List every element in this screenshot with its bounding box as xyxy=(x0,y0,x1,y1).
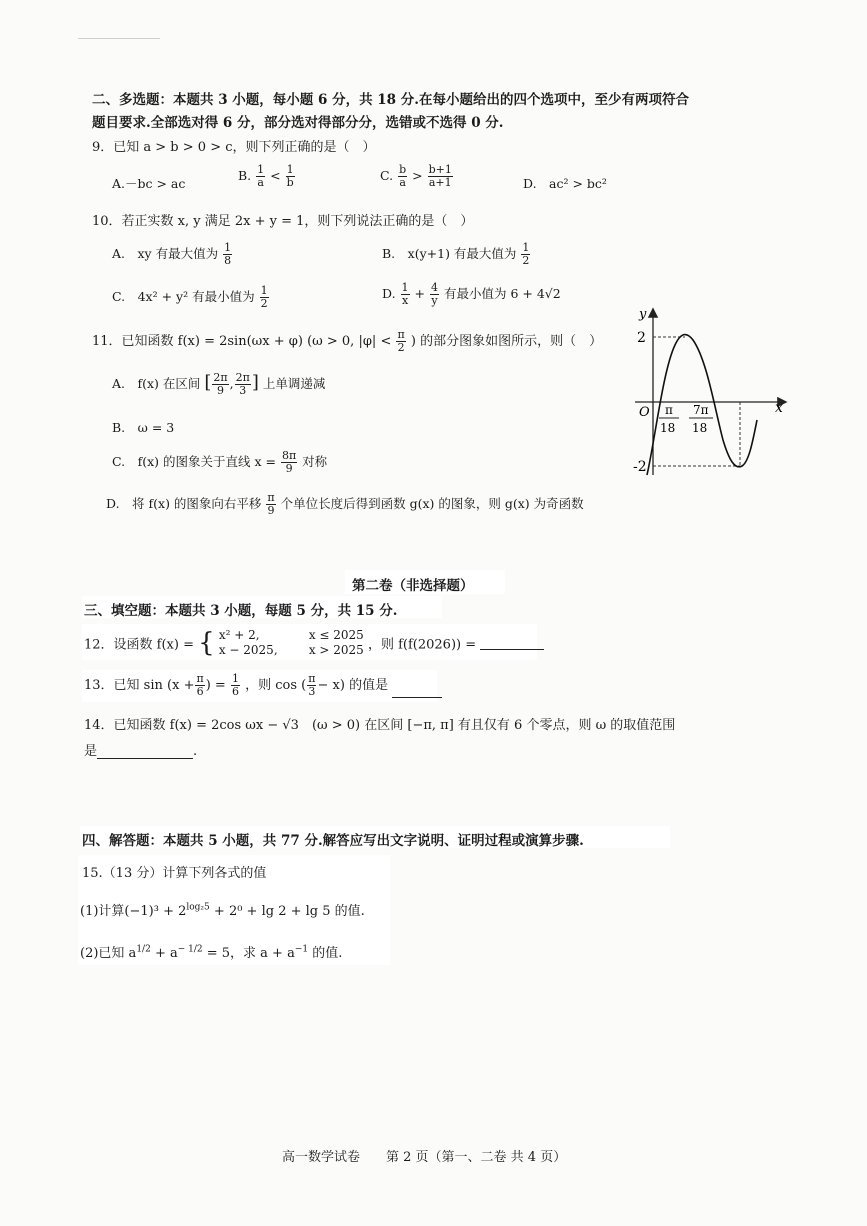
tick1-denominator: 18 xyxy=(660,421,676,435)
q9-stem: 9．已知 a > b > 0 > c，则下列正确的是（ ） xyxy=(92,140,376,155)
q9-option-d: D. ac² > bc² xyxy=(523,176,607,191)
y-min-label: -2 xyxy=(633,459,647,475)
q11-option-c: C. f(x) 的图象关于直线 x = $\frac{8\pi}{9}$ 对称 xyxy=(112,449,328,475)
top-rule xyxy=(78,38,160,39)
q15-part1: (1)计算$(-1)^3 + 2^{log_25} + 2^0 + \lg 2 + \lg 5$ 的值. xyxy=(80,902,365,919)
q13-answer-blank xyxy=(392,685,442,698)
q12-stem: 12．设函数 f(x) = { x² + 2, x ≤ 2025 x − 2025, x > 2025 ，则 f(f(2026)) = xyxy=(84,628,544,658)
section2-heading-cont: 题目要求.全部选对得 6 分，部分选对得部分分，选错或不选得 0 分. xyxy=(92,115,504,131)
page-footer: 高一数学试卷 第 2 页（第一、二卷 共 4 页） xyxy=(282,1150,567,1165)
q11-stem: 11．已知函数 f(x) = 2sin(ωx + φ) (ω > 0, |φ| < $\frac{\pi}{2}$ ) 的部分图象如图所示，则（ ） xyxy=(92,328,603,354)
q9-option-c: C. $\frac{b}{a}$ > $\frac{b+1}{a+1}$ xyxy=(380,163,452,189)
origin-label: O xyxy=(639,405,650,420)
q11-option-a: A. f(x) 在区间 [ $\frac{2\pi}{9}$ , $\frac{2\pi}{3}$ ] 上单调递减 xyxy=(112,371,326,397)
q9-option-b: B. $\frac{1}{a}$ < $\frac{1}{b}$ xyxy=(238,163,294,189)
q9-option-a: A.－bc > ac xyxy=(112,176,186,191)
tick2-numerator: 7π xyxy=(693,403,709,417)
part2-title: 第二卷（非选择题） xyxy=(352,578,474,594)
y-max-label: 2 xyxy=(637,330,646,346)
q10-option-c: C. 4x² + y² 有最小值为 $\frac{1}{2}$ xyxy=(112,284,268,310)
section2-heading: 二、多选题：本题共 3 小题，每小题 6 分，共 18 分.在每小题给出的四个选项中，至少有两项符合 xyxy=(92,92,689,108)
section4-heading: 四、解答题：本题共 5 小题，共 77 分.解答应写出文字说明、证明过程或演算步骤. xyxy=(82,833,584,849)
section3-heading: 三、填空题：本题共 3 小题，每题 5 分，共 15 分. xyxy=(84,603,398,619)
q13-stem: 13．已知 sin (x + $\frac{\pi}{6}$ ) = $\frac{1}{6}$ ，则 cos ( $\frac{\pi}{3}$ − x) 的值是 xyxy=(84,673,442,698)
q11-option-b: B. ω = 3 xyxy=(112,420,175,435)
y-axis-label: y xyxy=(639,307,647,322)
q11-option-d: D. 将 f(x) 的图象向右平移 $\frac{\pi}{9}$ 个单位长度后得到函数 g(x) 的图象，则 g(x) 为奇函数 xyxy=(106,491,584,517)
q10-option-b: B. x(y+1) 有最大值为 $\frac{1}{2}$ xyxy=(382,241,530,267)
q15-stem: 15.（13 分）计算下列各式的值 xyxy=(82,866,267,881)
q14-answer-blank xyxy=(97,746,193,759)
q10-option-d: D. $\frac{1}{x}$ + $\frac{4}{y}$ 有最小值为 6 + 4√2 xyxy=(382,281,561,307)
q14-line1: 14．已知函数 f(x) = 2cos ωx − √3 (ω > 0) 在区间 [−π, π] 有且仅有 6 个零点，则 ω 的取值范围 xyxy=(84,718,676,733)
q14-line2: 是 . xyxy=(84,744,198,759)
tick2-denominator: 18 xyxy=(692,421,708,435)
q10-option-a: A. xy 有最大值为 $\frac{1}{8}$ xyxy=(112,241,232,267)
q10-stem: 10．若正实数 x, y 满足 2x + y = 1，则下列说法正确的是（ ） xyxy=(92,214,474,229)
q15-part2: (2)已知 $a^{1/2} + a^{- 1/2} = 5$，求 $a + a^{-1}$ 的值. xyxy=(80,944,343,961)
q11-graph xyxy=(615,300,795,480)
tick1-numerator: π xyxy=(665,403,673,417)
x-axis-label: x xyxy=(775,400,783,416)
q12-answer-blank xyxy=(480,637,544,650)
